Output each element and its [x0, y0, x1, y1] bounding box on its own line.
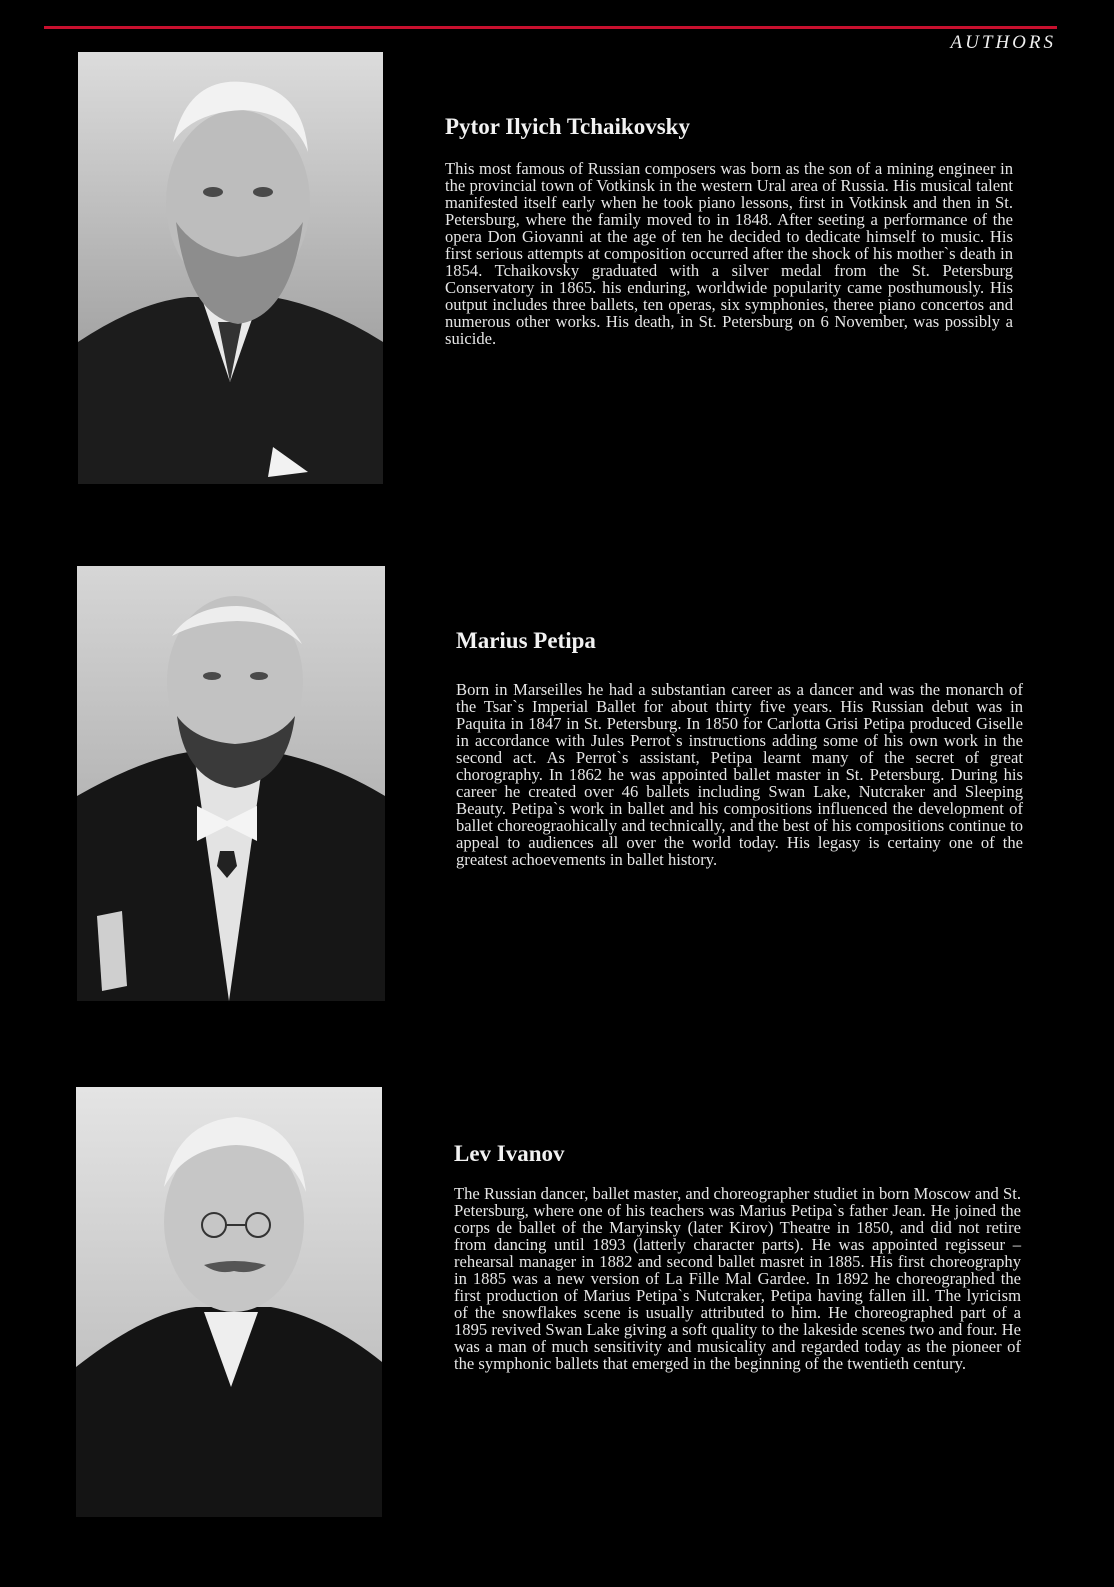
- portrait-petipa-image: [77, 566, 385, 1001]
- portrait-petipa: [77, 566, 385, 1001]
- author-bio: This most famous of Russian composers was born as the son of a mining engineer in the provincial town of Votkinsk in the western Ural area of Russia. His musical talent manifested itself early when he took piano lessons, first in Votkinsk and then in St. Petersburg, where the family moved to in 1848. After seeting a performance of the opera Don Giovanni at the age of ten he decided to dedicate himself to music. His first serious attempts at composition occurred after the shock of his mother`s death in 1854. Tchaikovsky graduated with a silver medal from the St. Petersburg Conservatory in 1865. his enduring, worldwide popularity came posthumously. His output includes three ballets, ten operas, six symphonies, theree piano concertos and numerous other works. His death, in St. Petersburg on 6 November, was possibly a suicide.: [445, 159, 1013, 348]
- section-label: AUTHORS: [950, 32, 1056, 53]
- author-bio: Born in Marseilles he had a substantian career as a dancer and was the monarch of the Tsar`s Imperial Ballet for about thirty five years. His Russian debut was in Paquita in 1847 in St. Petersburg. In 1850 for Carlotta Grisi Petipa produced Giselle in accordance with Jules Perrot`s instructions adding some of his own work in the second act. As Perrot`s assistant, Petipa learnt many of the secret of great chorography. In 1862 he was appointed ballet master in St. Petersburg. During his career he created over 46 ballets including Swan Lake, Nutcraker and Sleeping Beauty. Petipa`s work in ballet and his compositions influenced the development of ballet choreograohically and technically, and the best of his compositions continue to appeal to audiences all over the world today. His legasy is certainy one of the greatest achoevements in ballet history.: [456, 680, 1023, 869]
- portrait-tchaikovsky: [78, 52, 383, 484]
- author-name: Lev Ivanov: [454, 1141, 565, 1166]
- author-name: Pytor Ilyich Tchaikovsky: [445, 114, 690, 139]
- portrait-ivanov: [76, 1087, 382, 1517]
- header-rule: [44, 26, 1057, 29]
- author-bio: The Russian dancer, ballet master, and choreographer studiet in born Moscow and St. Petersburg, where one of his teachers was Marius Petipa`s father Jean. He joined the corps de ballet of the Maryinsky (later Kirov) Theatre in 1850, and did not retire from dancing until 1893 (latterly character parts). He was appointed regisseur – rehearsal manager in 1882 and second ballet masret in 1885. His first choreography in 1885 was a new version of La Fille Mal Gardee. In 1892 he choreographed the first production of Marius Petipa`s Nutcraker, Petipa having fallen ill. The lyricism of the snowflakes scene is usually attributed to him. He choreographed part of a 1895 revived Swan Lake giving a soft quality to the lakeside scenes two and four. He was a man of much sensitivity and musicality and regarded today as the pioneer of the symphonic ballets that emerged in the beginning of the twentieth century.: [454, 1184, 1021, 1373]
- portrait-tchaikovsky-image: [78, 52, 383, 484]
- portrait-ivanov-image: [76, 1087, 382, 1517]
- author-name: Marius Petipa: [456, 628, 596, 653]
